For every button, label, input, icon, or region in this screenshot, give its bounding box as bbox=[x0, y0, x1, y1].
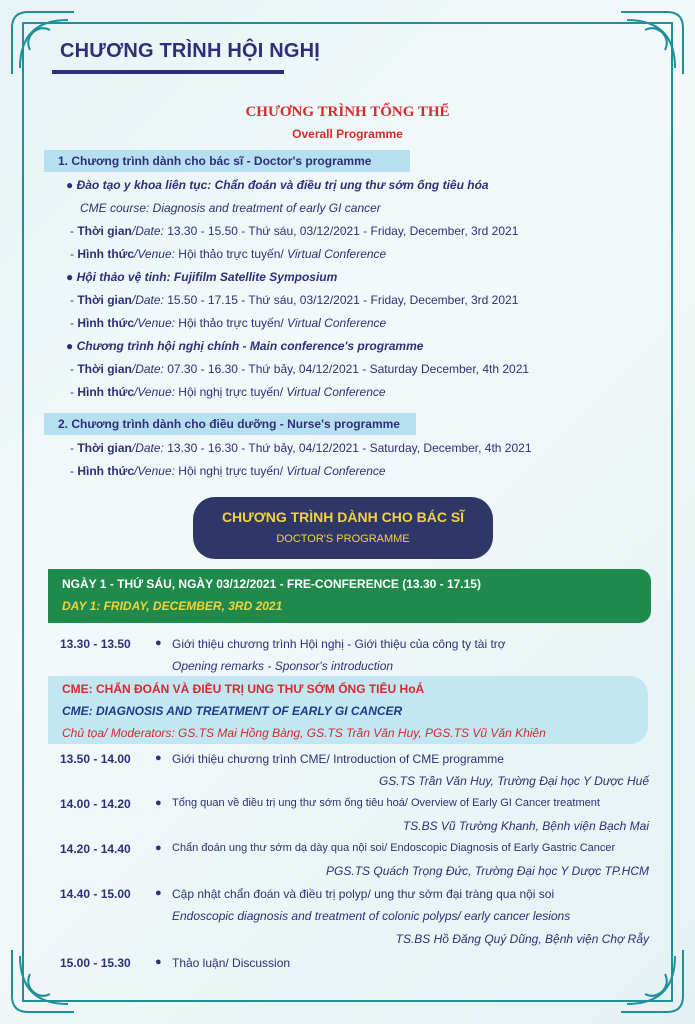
session-desc-en: Opening remarks - Sponsor's introduction bbox=[172, 659, 394, 673]
session-time: 14.40 - 15.00 bbox=[60, 887, 131, 901]
day1-title-en: DAY 1: FRIDAY, DECEMBER, 3RD 2021 bbox=[62, 599, 283, 613]
session-desc: Giới thiệu chương trình CME/ Introduction of CME programme bbox=[172, 752, 504, 766]
overall-subtitle: Overall Programme bbox=[292, 127, 403, 141]
session-speaker: GS.TS Trần Văn Huy, Trường Đại học Y Dược Huế bbox=[378, 774, 649, 788]
cme-title-vi: CME: CHẨN ĐOÁN VÀ ĐIỀU TRỊ UNG THƯ SỚM ỐNG TIÊU HoÁ bbox=[62, 682, 425, 696]
list-item: ● Hội thảo vệ tinh: Fujifilm Satellite Symposium bbox=[66, 270, 338, 284]
bullet-icon: ● bbox=[155, 956, 162, 968]
session-time: 15.00 - 15.30 bbox=[60, 956, 131, 970]
bullet-icon: ● bbox=[155, 637, 162, 649]
session-time: 14.00 - 14.20 bbox=[60, 797, 131, 811]
session-desc: Giới thiệu chương trình Hội nghị - Giới thiệu của công ty tài trợ bbox=[172, 637, 506, 651]
session-desc: Chẩn đoán ung thư sớm dạ dày qua nội soi/ Endoscopic Diagnosis of Early Gastric Cancer bbox=[172, 842, 616, 854]
list-item: ● Chương trình hội nghị chính - Main conference's programme bbox=[66, 339, 424, 353]
session-speaker: TS.BS Hồ Đăng Quý Dũng, Bệnh viện Chợ Rẫy bbox=[395, 932, 649, 946]
banner-subtitle: DOCTOR'S PROGRAMME bbox=[276, 533, 410, 545]
ornament-icon bbox=[617, 946, 687, 1016]
venue-line: - Hình thức/Venue: Hội thảo trực tuyến/ Virtual Conference bbox=[70, 316, 387, 330]
session-desc: Cập nhật chẩn đoán và điều trị polyp/ ung thư sớm đại tràng qua nội soi bbox=[172, 887, 555, 901]
venue-line: - Hình thức/Venue: Hội thảo trực tuyến/ Virtual Conference bbox=[70, 247, 387, 261]
session-time: 13.30 - 13.50 bbox=[60, 637, 131, 651]
overall-title: CHƯƠNG TRÌNH TỔNG THỂ bbox=[245, 104, 450, 120]
session-desc: Tổng quan về điều trị ung thư sớm ống tiêu hoá/ Overview of Early GI Cancer treatment bbox=[172, 797, 600, 809]
venue-line: - Hình thức/Venue: Hội nghị trực tuyến/ Virtual Conference bbox=[70, 464, 386, 478]
session-time: 13.50 - 14.00 bbox=[60, 752, 131, 766]
date-line: - Thời gian/Date: 13.30 - 15.50 - Thứ sáu, 03/12/2021 - Friday, December, 3rd 2021 bbox=[70, 224, 519, 238]
cme-header bbox=[48, 676, 648, 744]
banner-title: CHƯƠNG TRÌNH DÀNH CHO BÁC SĨ bbox=[221, 509, 465, 525]
session-desc: Thảo luận/ Discussion bbox=[172, 956, 291, 970]
doctor-programme-banner bbox=[193, 497, 493, 559]
session-speaker: PGS.TS Quách Trọng Đức, Trường Đại học Y Dược TP.HCM bbox=[326, 864, 649, 878]
session-time: 14.20 - 14.40 bbox=[60, 842, 131, 856]
cme-title-en: CME: DIAGNOSIS AND TREATMENT OF EARLY GI CANCER bbox=[62, 704, 403, 718]
day1-title-vi: NGÀY 1 - THỨ SÁU, NGÀY 03/12/2021 - FRE-CONFERENCE (13.30 - 17.15) bbox=[62, 577, 481, 591]
list-item-sub: CME course: Diagnosis and treatment of early GI cancer bbox=[80, 201, 381, 215]
bullet-icon: ● bbox=[155, 887, 162, 899]
date-line: - Thời gian/Date: 15.50 - 17.15 - Thứ sáu, 03/12/2021 - Friday, December, 3rd 2021 bbox=[70, 293, 519, 307]
ornament-icon bbox=[617, 8, 687, 78]
venue-line: - Hình thức/Venue: Hội nghị trực tuyến/ Virtual Conference bbox=[70, 385, 386, 399]
bullet-icon: ● bbox=[155, 842, 162, 854]
session-speaker: TS.BS Vũ Trường Khanh, Bệnh viện Bạch Mai bbox=[402, 819, 649, 833]
cme-moderators: Chủ tọa/ Moderators: GS.TS Mai Hồng Bàng, GS.TS Trần Văn Huy, PGS.TS Vũ Văn Khiên bbox=[62, 726, 546, 740]
date-line: - Thời gian/Date: 13.30 - 16.30 - Thứ bảy, 04/12/2021 - Saturday, December, 4th 2021 bbox=[70, 441, 532, 455]
section2-heading: 2. Chương trình dành cho điều dưỡng - Nurse's programme bbox=[44, 413, 416, 435]
session-desc-en: Endoscopic diagnosis and treatment of colonic polyps/ early cancer lesions bbox=[172, 909, 571, 923]
section1-heading: 1. Chương trình dành cho bác sĩ - Doctor's programme bbox=[44, 150, 410, 172]
page-title: CHƯƠNG TRÌNH HỘI NGHỊ bbox=[60, 40, 321, 62]
title-underline bbox=[52, 70, 284, 74]
bullet-icon: ● bbox=[155, 797, 162, 809]
day1-header bbox=[48, 569, 651, 623]
bullet-icon: ● bbox=[155, 752, 162, 764]
date-line: - Thời gian/Date: 07.30 - 16.30 - Thứ bảy, 04/12/2021 - Saturday December, 4th 2021 bbox=[70, 362, 530, 376]
list-item: ● Đào tạo y khoa liên tục: Chẩn đoán và điều trị ung thư sớm ống tiêu hóa bbox=[66, 178, 489, 192]
